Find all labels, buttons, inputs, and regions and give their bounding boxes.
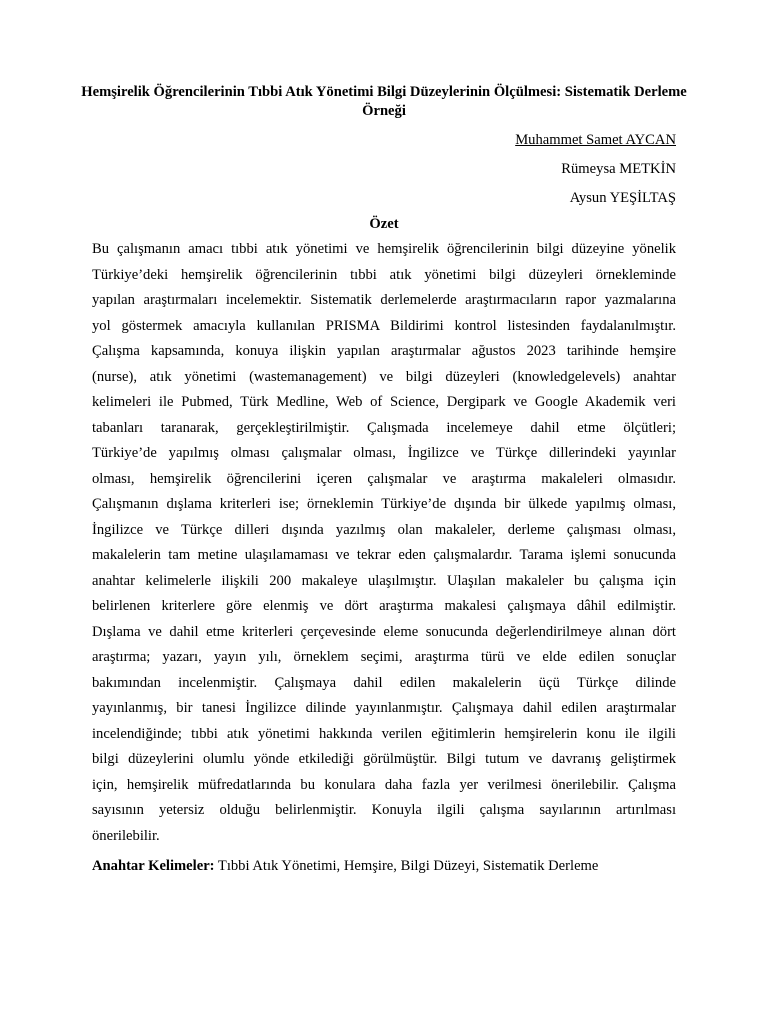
abstract-line: yayınlanmış, bir tanesi İngilizce dilinde yayınlanmıştır. Çalışmaya dahil edilen araştırmalar bbox=[92, 700, 676, 716]
keywords-text: Tıbbi Atık Yönetimi, Hemşire, Bilgi Düzeyi, Sistematik Derleme bbox=[214, 858, 599, 874]
author-3: Aysun YEŞİLTAŞ bbox=[569, 190, 676, 206]
abstract-line: olması, hemşirelik öğrencilerini içeren çalışmalar ve araştırma makaleleri olmasıdır. bbox=[92, 470, 676, 487]
author-1: Muhammet Samet AYCAN bbox=[515, 132, 676, 148]
abstract-line: için, hemşirelik müfredatlarında bu konulara daha fazla yer verilmesi önerilebilir. Çalışma bbox=[92, 776, 676, 793]
keywords-line bbox=[92, 857, 682, 875]
author-2: Rümeysa METKİN bbox=[561, 161, 676, 177]
abstract-line: bakımından incelenmiştir. Çalışmaya dahil edilen makalelerin üçü Türkçe dilinde bbox=[92, 674, 676, 691]
abstract-line: araştırma; yazarı, yayın yılı, örneklem seçimi, araştırma türü ve elde edilen sonuçlar bbox=[92, 649, 676, 665]
abstract-line: makalelerin tam metine ulaşılamaması ve tekrar eden çalışmalardır. Tarama işlemi sonucunda bbox=[92, 547, 676, 563]
abstract-line: anahtar kelimelerle ilişkili 200 makaleye ulaşılmıştır. Ulaşılan makaleler bu çalışma için bbox=[92, 572, 676, 589]
paper-title: Hemşirelik Öğrencilerinin Tıbbi Atık Yönetimi Bilgi Düzeylerinin Ölçülmesi: Sistematik Derleme Örneği bbox=[81, 84, 687, 119]
abstract-line: Bu çalışmanın amacı tıbbi atık yönetimi ve hemşirelik öğrencilerinin bilgi düzeyine yönelik bbox=[92, 241, 676, 257]
keywords-label: Anahtar Kelimeler: bbox=[92, 858, 215, 874]
abstract-line: Çalışmanın dışlama kriterleri ise; örneklemin Türkiye’de dışında bir ülkede yapılmış olması, bbox=[92, 496, 676, 512]
abstract-line: Çalışma kapsamında, konuya ilişkin yapılan araştırmalar ağustos 2023 tarihinde hemşire bbox=[92, 343, 676, 359]
abstract-line: tabanları taranarak, gerçekleştirilmiştir. Çalışmada incelemeye dahil etme ölçütleri; bbox=[92, 419, 676, 436]
abstract-line: belirlenen kriterlere göre elenmiş ve dört araştırma makalesi çalışmaya dâhil edilmiştir. bbox=[92, 598, 676, 614]
abstract-line: kelimeleri ile Pubmed, Türk Medline, Web of Science, Dergipark ve Google Akademik veri bbox=[92, 394, 676, 410]
abstract-line: önerilebilir. bbox=[92, 827, 160, 844]
abstract-line: yapılan araştırmaları incelemektir. Sistematik derlemelerde araştırmacıların rapor yazmalarına bbox=[92, 292, 676, 308]
abstract-body bbox=[92, 237, 676, 849]
abstract-line: Dışlama ve dahil etme kriterleri çerçevesinde eleme sonucunda değerlendirilmeye alınan dört bbox=[92, 623, 676, 640]
abstract-line: Türkiye’deki hemşirelik öğrencilerinin tıbbi atık yönetimi bilgi düzeyleri örnekleminde bbox=[92, 266, 676, 283]
abstract-line: bilgi düzeylerini olumlu yönde etkilediği görülmüştür. Bilgi tutum ve davranış geliştirmek bbox=[92, 751, 676, 767]
abstract-line: yol göstermek amacıyla kullanılan PRISMA Bildirimi kontrol listesinden faydalanılmıştır. bbox=[92, 317, 676, 334]
abstract-line: İngilizce ve Türkçe dilleri dışında yazılmış olan makaleler, derleme çalışması olması, bbox=[92, 521, 676, 538]
abstract-line: (nurse), atık yönetimi (wastemanagement) ve bilgi düzeyleri (knowledgelevels) anahtar bbox=[92, 368, 676, 385]
abstract-line: incelendiğinde; tıbbi atık yönetimi hakkında verilen eğitimlerin hemşirelerin konu ile ilgili bbox=[92, 725, 676, 742]
abstract-heading: Özet bbox=[369, 216, 399, 232]
abstract-line: Türkiye’de yapılmış olması çalışmalar olması, İngilizce ve Türkçe dillerindeki yayınlar bbox=[92, 445, 676, 461]
abstract-line: sayısının yetersiz olduğu belirlenmiştir. Konuyla ilgili çalışma sayılarının artırılması bbox=[92, 802, 676, 818]
